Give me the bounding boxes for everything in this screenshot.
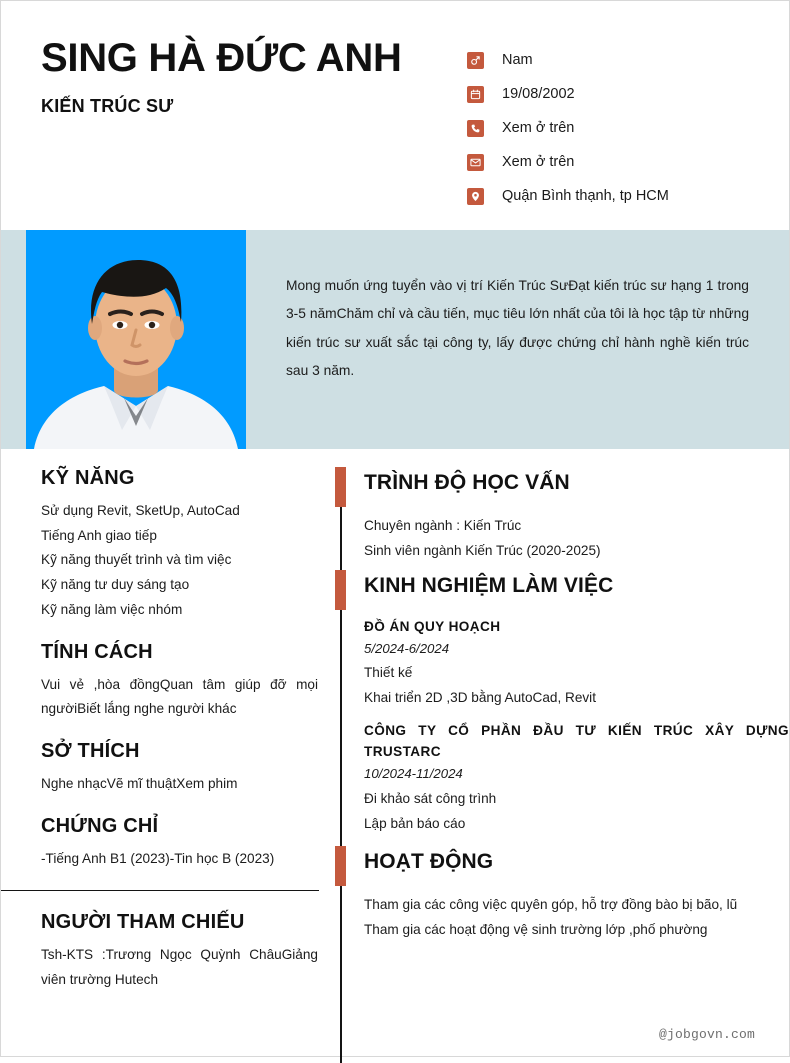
accent-bar-icon: [335, 846, 346, 886]
contact-row-gender: [467, 43, 789, 77]
activities-body: [344, 892, 789, 943]
section-references: [41, 891, 318, 992]
accent-bar-icon: [335, 570, 346, 610]
contact-row-address: [467, 179, 789, 213]
skill-item: Tiếng Anh giao tiếp: [41, 527, 157, 543]
experience-title: CÔNG TY CỔ PHẦN ĐẦU TƯ KIẾN TRÚC XÂY DỰNG TRUSTARC: [364, 723, 789, 760]
contact-email-text: Xem ở trên: [502, 153, 575, 170]
education-body: [344, 513, 789, 564]
experience-duty: Khai triển 2D ,3D bằng AutoCad, Revit: [364, 690, 596, 705]
job-title: KIẾN TRÚC SƯ: [41, 96, 174, 117]
hobbies-text: Nghe nhạcVẽ mĩ thuậtXem phim: [41, 776, 238, 792]
hobbies-heading: SỞ THÍCH: [41, 740, 140, 763]
education-item: Sinh viên ngành Kiến Trúc (2020-2025): [364, 543, 601, 559]
education-heading: TRÌNH ĐỘ HỌC VẤN: [364, 471, 570, 494]
section-certificates: [41, 815, 318, 872]
left-column: [1, 467, 326, 1011]
contact-address-text: Quận Bình thạnh, tp HCM: [502, 187, 669, 204]
portrait-illustration: [26, 230, 246, 449]
section-activities: [344, 846, 789, 943]
skill-item: Kỹ năng làm việc nhóm: [41, 601, 183, 617]
gender-icon: [467, 52, 484, 69]
experience-date: 10/2024-11/2024: [364, 766, 463, 782]
experience-duty: Lập bản báo cáo: [364, 815, 466, 831]
activities-header: [326, 846, 789, 886]
section-skills: [41, 467, 318, 623]
experience-duty: Thiết kế: [364, 664, 413, 680]
footer-watermark: @jobgovn.com: [658, 1027, 755, 1042]
contact-row-birthday: [467, 77, 789, 111]
experience-entry: [364, 616, 789, 711]
contact-list: [431, 35, 789, 230]
education-header: [326, 467, 789, 507]
location-icon: [467, 188, 484, 205]
skill-item: Kỹ năng thuyết trình và tìm việc: [41, 552, 232, 568]
photo-container: [1, 230, 246, 449]
right-column: [326, 467, 789, 1011]
skill-item: Sử dụng Revit, SketUp, AutoCad: [41, 503, 240, 518]
contact-row-phone: [467, 111, 789, 145]
section-hobbies: [41, 740, 318, 797]
experience-entry: [364, 720, 789, 836]
cv-header: [1, 1, 789, 230]
avatar: [26, 230, 246, 449]
profile-banner: [1, 230, 789, 449]
activities-heading: HOẠT ĐỘNG: [364, 850, 494, 874]
header-identity: [1, 35, 431, 230]
certificates-text: -Tiếng Anh B1 (2023)-Tin học B (2023): [41, 850, 275, 866]
experience-body: [344, 616, 789, 837]
experience-heading: KINH NGHIỆM LÀM VIỆC: [364, 573, 614, 597]
phone-icon: [467, 120, 484, 137]
contact-birthday-text: 19/08/2002: [502, 85, 575, 102]
activity-item: Tham gia các hoạt động vệ sinh trường lớp ,phố phường: [364, 922, 708, 938]
references-text: Tsh-KTS :Trương Ngọc Quỳnh ChâuGiảng viên trường Hutech: [41, 947, 318, 987]
experience-date: 5/2024-6/2024: [364, 640, 450, 656]
contact-gender-text: Nam: [502, 51, 533, 68]
experience-title: ĐỒ ÁN QUY HOẠCH: [364, 618, 501, 634]
section-personality: [41, 641, 318, 722]
page-title: SING HÀ ĐỨC ANH: [41, 36, 402, 80]
personality-heading: TÍNH CÁCH: [41, 640, 153, 663]
contact-phone-text: Xem ở trên: [502, 119, 575, 136]
accent-bar-icon: [335, 467, 346, 507]
references-heading: NGƯỜI THAM CHIẾU: [41, 911, 245, 934]
skill-item: Kỹ năng tư duy sáng tạo: [41, 577, 190, 593]
summary-text: Mong muốn ứng tuyển vào vị trí Kiến Trúc SưĐạt kiến trúc sư hạng 1 trong 3-5 nămChăm chỉ và cầu tiến, mục tiêu lớn nhất của tôi là học tập từ những kiến trúc sư xuất sắc tại công ty, lấy được chứng chỉ hành nghề kiến trúc sau 3 năm.: [286, 278, 749, 378]
activity-item: Tham gia các công việc quyên góp, hỗ trợ đồng bào bị bão, lũ: [364, 897, 738, 913]
section-education: [344, 467, 789, 564]
email-icon: [467, 154, 484, 171]
section-experience: [344, 570, 789, 837]
cv-body: [1, 449, 789, 1011]
calendar-icon: [467, 86, 484, 103]
education-item: Chuyên ngành : Kiến Trúc: [364, 518, 522, 533]
skills-heading: KỸ NĂNG: [41, 467, 135, 489]
experience-header: [326, 570, 789, 610]
personality-text: Vui vẻ ,hòa đồngQuan tâm giúp đỡ mọi ngườiBiết lắng nghe người khác: [41, 676, 318, 717]
profile-summary: [246, 230, 789, 449]
contact-row-email: [467, 145, 789, 179]
certificates-heading: CHỨNG CHỈ: [41, 814, 159, 837]
experience-duty: Đi khảo sát công trình: [364, 790, 497, 806]
